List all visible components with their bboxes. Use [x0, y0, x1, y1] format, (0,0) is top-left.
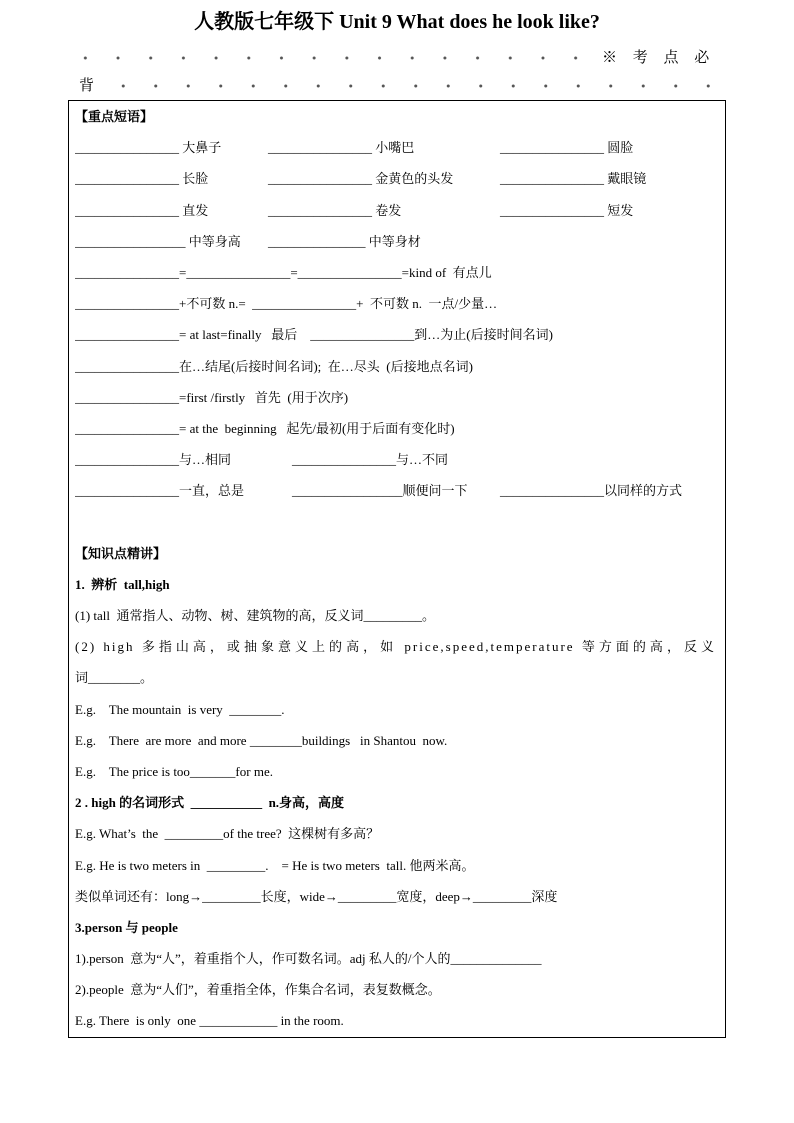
phrase-item: _________________顺便问一下	[292, 483, 468, 499]
point-line: 2).people 意为“人们”，着重指全体，作集合名词，表复数概念。	[75, 982, 441, 998]
phrase-row	[75, 257, 716, 288]
section-heading-key-phrases: 【重点短语】	[75, 109, 154, 124]
phrase-row	[75, 475, 716, 506]
phrase-row	[75, 163, 716, 194]
phrase-item: ________________ 小嘴巴	[268, 140, 415, 156]
point-line: 词________。	[75, 670, 154, 686]
phrase-item: ________________= at last=finally 最后 ________________到…为止(后接时间名词)	[75, 327, 553, 343]
phrase-row	[75, 132, 716, 163]
phrase-item: ________________ 直发	[75, 202, 209, 218]
phrase-item: _______________ 中等身材	[268, 233, 421, 249]
phrase-item: ________________与…不同	[292, 452, 449, 468]
banner-label: ※ 考 点 必	[602, 50, 716, 66]
blank-line	[75, 506, 716, 537]
example-line: E.g. What’s the _________of the tree? 这棵树有多高？	[75, 826, 380, 842]
phrase-item: ________________ 圆脸	[500, 140, 634, 156]
phrase-row	[75, 413, 716, 444]
phrase-item: ________________=________________=________________=kind of 有点儿	[75, 264, 492, 280]
example-line: E.g. The price is too_______for me.	[75, 763, 273, 779]
point-line: 1).person 意为“人”，着重指个人，作可数名词。adj 私人的/个人的______________	[75, 951, 542, 967]
phrase-item: ________________= at the beginning 起先/最初(用于后面有变化时)	[75, 420, 455, 436]
phrase-item: ________________ 戴眼镜	[500, 171, 647, 187]
dotted-divider-bottom	[107, 80, 724, 92]
phrase-item: ________________以同样的方式	[500, 483, 683, 499]
point-title-tall-high: 1. 辨析 tall,high	[75, 576, 170, 592]
banner-label-wrap: 背	[79, 78, 95, 94]
example-line: E.g. There is only one ____________ in the room.	[75, 1013, 344, 1029]
example-line: E.g. There are more and more ________buildings in Shantou now.	[75, 732, 448, 748]
section-heading-knowledge: 【知识点精讲】	[75, 545, 167, 561]
phrase-item: ________________ 长脸	[75, 171, 209, 187]
phrase-item: _________________ 中等身高	[75, 233, 241, 249]
point-line: (1) tall 通常指人、动物、树、建筑物的高，反义词_________。	[75, 608, 436, 623]
phrase-row	[75, 319, 716, 350]
phrase-item: ________________+不可数 n.= ________________+ 不可数 n. 一点/少量…	[75, 296, 498, 312]
phrase-item: ________________ 金黄色的头发	[268, 171, 454, 187]
phrase-item: ________________ 短发	[500, 202, 634, 218]
phrase-row	[75, 288, 716, 319]
content-box	[68, 100, 726, 1038]
phrase-row	[75, 195, 716, 226]
phrase-row	[75, 444, 716, 475]
content-area	[75, 101, 716, 1037]
point-line: 类似单词还有：long→_________长度，wide→_________宽度，deep→_________深度	[75, 888, 558, 904]
page-title: 人教版七年级下 Unit 9 What does he look like?	[194, 11, 600, 33]
phrase-item: ________________与…相同	[75, 452, 232, 468]
phrase-row	[75, 382, 716, 413]
point-title-person-people: 3.person 与 people	[75, 919, 178, 935]
example-line: E.g. He is two meters in _________. = He is two meters tall. 他两米高。	[75, 857, 475, 873]
phrase-row	[75, 226, 716, 257]
phrase-item: ________________ 卷发	[268, 202, 402, 218]
phrase-item: ________________ 大鼻子	[75, 140, 222, 156]
phrase-item: ________________在…结尾(后接时间名词); 在…尽头 (后接地点名词)	[75, 358, 473, 374]
point-line: (2) high 多指山高，或抽象意义上的高，如 price,speed,temperature 等方面的高，反义	[75, 639, 716, 655]
phrase-row	[75, 351, 716, 382]
phrase-item: ________________一直，总是	[75, 483, 245, 499]
example-line: E.g. The mountain is very ________.	[75, 701, 285, 717]
dotted-divider-top	[69, 52, 592, 64]
point-title-high-noun: 2 . high 的名词形式 ___________ n.身高，高度	[75, 795, 345, 811]
phrase-item: ________________=first /firstly 首先 (用于次序)	[75, 389, 349, 405]
